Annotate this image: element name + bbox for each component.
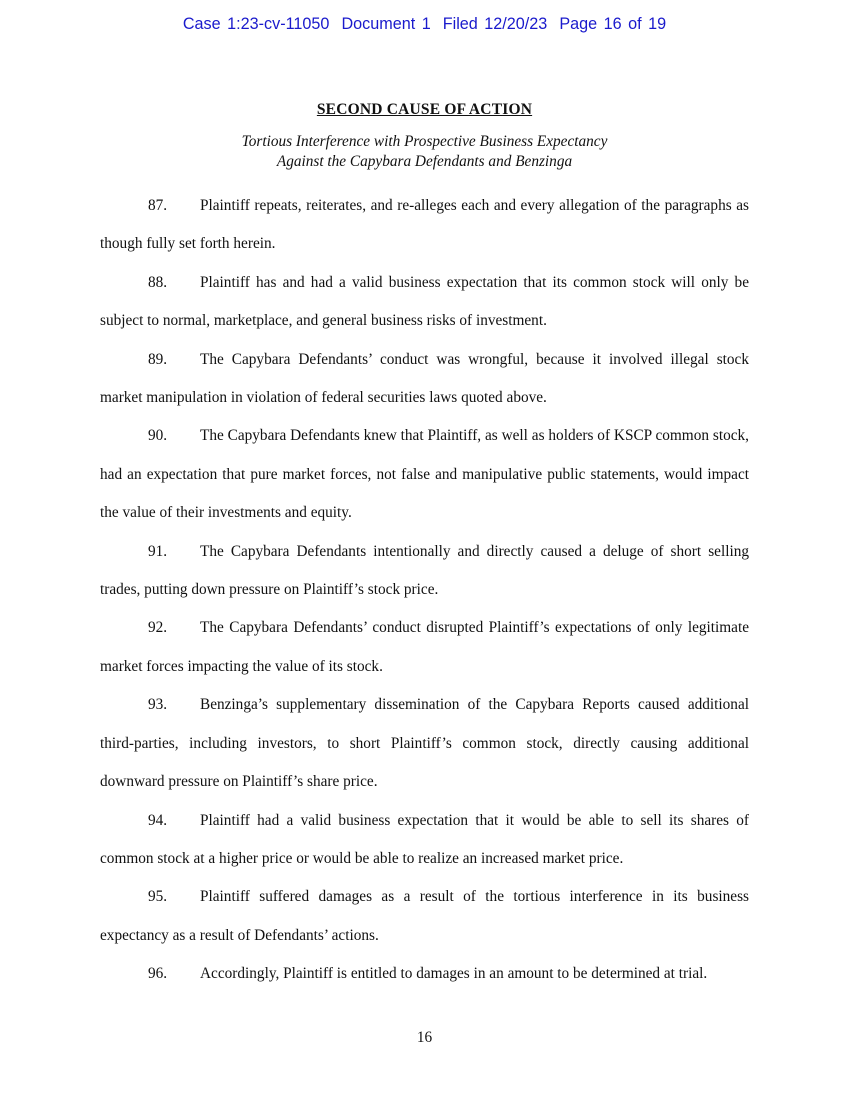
paragraph-number: 94.: [148, 811, 168, 829]
paragraph-94: [100, 802, 749, 879]
paragraph-text: The Capybara Defendants’ conduct disrupted Plaintiff’s expectations of only legitimate market forces impacting the value of its stock.: [100, 619, 749, 675]
section-subtitle-line2: Against the Capybara Defendants and Benzinga: [276, 153, 573, 170]
filed-date: Filed 12/20/23: [442, 15, 548, 33]
paragraph-number: 90.: [148, 427, 168, 445]
paragraph-number: 95.: [148, 888, 168, 906]
page-indicator: Page 16 of 19: [559, 15, 667, 33]
paragraph-92: [100, 609, 749, 686]
paragraph-text: Benzinga’s supplementary dissemination of the Capybara Reports caused additional third-parties, including investors, to short Plaintiff’s common stock, directly causing additional downward pressure on Plaintiff’s share price.: [100, 696, 749, 791]
paragraph-87: [100, 187, 749, 264]
paragraph-93: [100, 686, 749, 801]
paragraph-number: 92.: [148, 619, 168, 637]
paragraph-91: [100, 533, 749, 610]
paragraph-90: [100, 417, 749, 532]
paragraph-text: Plaintiff has and had a valid business expectation that its common stock will only be subject to normal, marketplace, and general business risks of investment.: [100, 273, 749, 330]
paragraph-text: Accordingly, Plaintiff is entitled to damages in an amount to be determined at trial.: [200, 965, 708, 983]
paragraph-text: Plaintiff repeats, reiterates, and re-alleges each and every allegation of the paragraphs as though fully set forth herein.: [100, 197, 749, 253]
paragraph-text: Plaintiff had a valid business expectation that it would be able to sell its shares of common stock at a higher price or would be able to realize an increased market price.: [100, 811, 749, 867]
court-filing-header: [0, 15, 849, 34]
paragraph-89: [100, 341, 749, 418]
section-title: SECOND CAUSE OF ACTION: [316, 101, 533, 118]
paragraph-number: 91.: [148, 542, 168, 560]
paragraph-number: 89.: [148, 350, 168, 368]
paragraph-text: The Capybara Defendants knew that Plaintiff, as well as holders of KSCP common stock, had an expectation that pure market forces, not false and manipulative public statements, would impact the value of their investments and equity.: [100, 427, 749, 522]
paragraph-number: 93.: [148, 696, 168, 714]
section-subtitle-line1: Tortious Interference with Prospective Business Expectancy: [241, 133, 608, 150]
paragraph-88: [100, 264, 749, 341]
paragraph-text: Plaintiff suffered damages as a result of the tortious interference in its business expectancy as a result of Defendants’ actions.: [100, 888, 749, 944]
paragraph-text: The Capybara Defendants intentionally and directly caused a deluge of short selling trades, putting down pressure on Plaintiff’s stock price.: [100, 542, 749, 599]
page-number: 16: [416, 1029, 433, 1046]
document-number: Document 1: [341, 15, 431, 33]
paragraph-number: 88.: [148, 273, 168, 291]
case-number: Case 1:23-cv-11050: [182, 15, 330, 33]
document-body: [100, 187, 749, 994]
paragraph-number: 96.: [148, 965, 168, 983]
paragraph-96: [100, 955, 749, 993]
paragraph-text: The Capybara Defendants’ conduct was wrongful, because it involved illegal stock market manipulation in violation of federal securities laws quoted above.: [100, 350, 749, 407]
paragraph-95: [100, 878, 749, 955]
paragraph-number: 87.: [148, 197, 168, 214]
